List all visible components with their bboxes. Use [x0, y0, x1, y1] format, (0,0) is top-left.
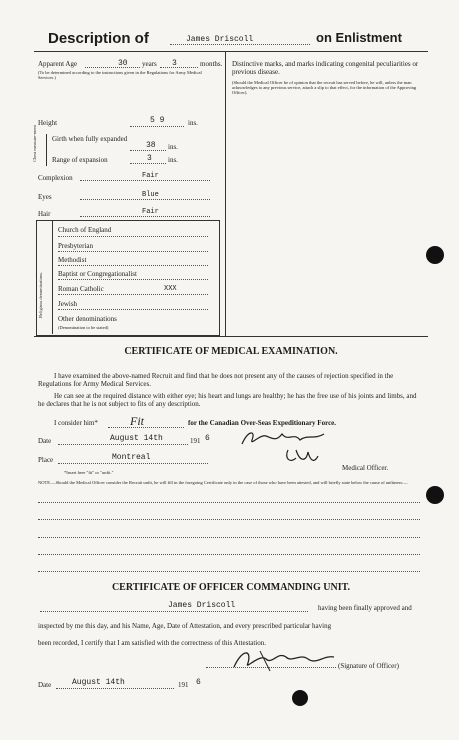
commanding-title: CERTIFICATE OF OFFICER COMMANDING UNIT. — [111, 582, 351, 593]
religion-item: Baptist or Congregationalist — [58, 270, 137, 278]
hair-value: Fair — [142, 208, 159, 216]
commanding-name: James Driscoll — [168, 601, 236, 610]
height-unit: ins. — [188, 119, 198, 127]
height-label: Height — [38, 119, 58, 127]
medical-para-2: He can see at the required distance with either eye; his heart and lungs are healthy; he has the free use of his joints and limbs, and he declares that he is not subject to fits of any description. — [38, 392, 417, 408]
consider-suffix: for the Canadian Over-Seas Expeditionary Force. — [188, 419, 337, 427]
age-label: Apparent Age — [38, 60, 78, 68]
months-label: months. — [200, 60, 223, 68]
other-note: (Denomination to be stated) — [58, 325, 109, 330]
distinctive-marks-note: (Should the Medical Officer be of opinion that the recruit has served before, he will, unless the man acknowledges to any previous service, attach a slip to that effect, for the information of the Approving Officer). — [232, 80, 417, 95]
medical-officer-initials — [282, 446, 322, 468]
commanding-year-label: 191 — [178, 681, 189, 689]
commanding-year-value: 6 — [196, 678, 201, 687]
commanding-text-1: having been finally approved and — [318, 604, 412, 612]
medical-date-label: Date — [38, 437, 52, 445]
commanding-text-3: been recorded, I certify that I am satisfied with the correctness of this Attestation. — [38, 639, 267, 647]
fit-value: Fit — [130, 414, 144, 428]
medical-date-value: August 14th — [110, 434, 163, 443]
medical-year-label: 191 — [190, 437, 201, 445]
header-prefix: Description of — [48, 30, 149, 47]
insert-note: *Insert here "fit" or "unfit." — [64, 470, 114, 475]
distinctive-marks-title: Distinctive marks, and marks indicating congenital peculiarities or previous disease. — [232, 60, 419, 76]
header-suffix: on Enlistment — [316, 30, 402, 45]
header-name: James Driscoll — [186, 35, 254, 44]
religion-mark: XXX — [164, 285, 177, 293]
commanding-officer-signature — [230, 645, 340, 675]
complexion-value: Fair — [142, 172, 159, 180]
age-years: 30 — [118, 59, 128, 68]
religion-item: Other denominations — [58, 315, 117, 323]
ink-blot — [292, 690, 308, 706]
medical-title: CERTIFICATE OF MEDICAL EXAMINATION. — [124, 346, 338, 357]
girth-value: 38 — [146, 141, 156, 150]
hair-label: Hair — [38, 210, 51, 218]
religion-item: Jewish — [58, 300, 78, 308]
range-label: Range of expansion — [52, 156, 108, 164]
commanding-text-2: inspected by me this day, and his Name, Age, Date of Attestation, and every prescribed particular having — [38, 622, 332, 630]
religion-item: Church of England — [58, 226, 112, 234]
medical-year-value: 6 — [205, 434, 210, 443]
commanding-date-value: August 14th — [72, 678, 125, 687]
height-value: 5 9 — [150, 116, 165, 125]
age-note: (To be determined according to the instructions given in the Regulations for Army Medical Services.) — [38, 70, 202, 80]
religion-item: Methodist — [58, 256, 87, 264]
chest-label: Chest measure-ment — [32, 125, 37, 162]
eyes-label: Eyes — [38, 193, 52, 201]
age-months: 3 — [172, 59, 177, 68]
range-unit: ins. — [168, 156, 178, 164]
religion-side-label: Religious denominations. — [38, 272, 43, 318]
medical-officer-label: Medical Officer. — [342, 464, 389, 472]
years-label: years — [142, 60, 157, 68]
girth-label: Girth when fully expanded — [52, 135, 128, 143]
punch-hole-bottom — [426, 486, 444, 504]
complexion-label: Complexion — [38, 174, 73, 182]
girth-unit: ins. — [168, 143, 178, 151]
place-label: Place — [38, 456, 54, 464]
medical-para-1: I have examined the above-named Recruit and find that he does not present any of the causes of rejection specified in the Regulations for Army Medical Services. — [38, 372, 394, 388]
range-value: 3 — [147, 154, 152, 163]
eyes-value: Blue — [142, 191, 159, 199]
consider-label: I consider him* — [54, 419, 98, 427]
place-value: Montreal — [112, 453, 151, 462]
medical-note: NOTE.—Should the Medical Officer consider the Recruit unfit, he will fill in the foregoing Certificate only in the case of those who have been attested, and will briefly state below the cause of unfitness:— — [38, 480, 408, 485]
punch-hole-top — [426, 246, 444, 264]
religion-item: Presbyterian — [58, 242, 93, 250]
signature-label: (Signature of Officer) — [338, 662, 399, 670]
religion-item: Roman Catholic — [58, 285, 104, 293]
commanding-date-label: Date — [38, 681, 52, 689]
